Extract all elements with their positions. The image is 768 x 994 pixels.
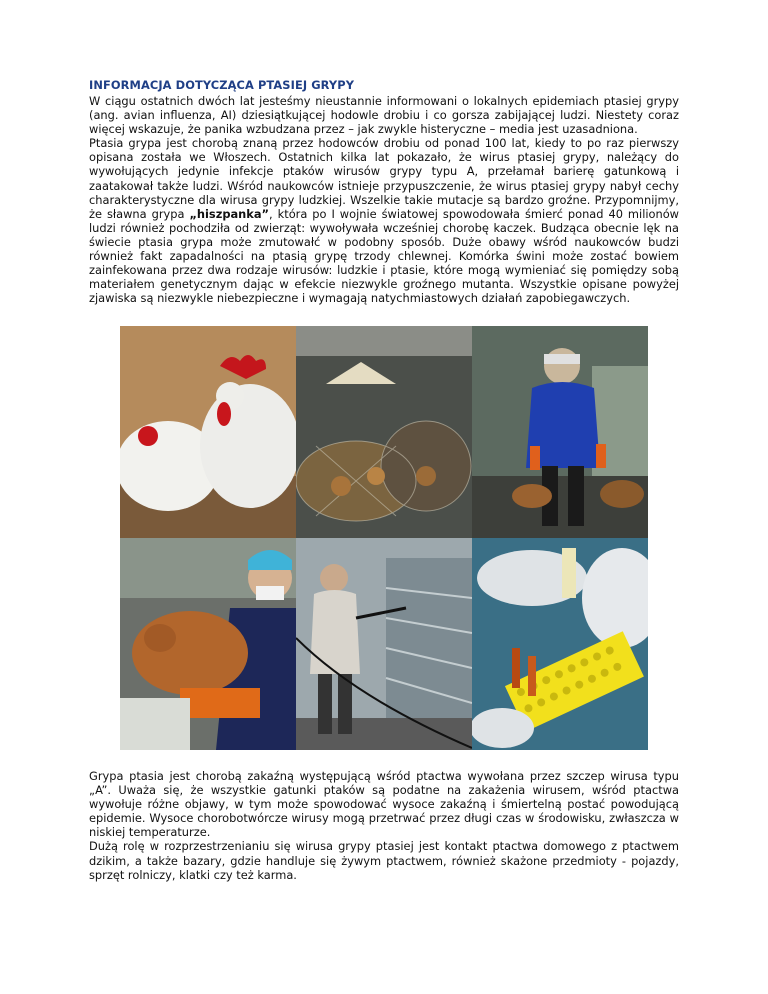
- document-heading: INFORMACJA DOTYCZĄCA PTASIEJ GRYPY: [89, 78, 355, 92]
- paragraph-history-part1: Ptasia grypa jest chorobą znaną przez hodowców drobiu od ponad 100 lat, kiedy to po raz pierwszy opisana została we Włoszech. Ostatnich kilka lat pokazało, że wirus ptasiej grypy, należący do wywołujących jedynie infekcje ptaków wirusów grypy typu A, przełamał barierę gatunkową i zaatakował także ludzi. Wśród naukowców istnieje przypuszczenie, że wirus ptasiej grypy nabył cechy charakterystyczne dla wirusa grypy ludzkiej. Wszelkie takie mutacje są bardzo groźne. Przypomnijmy, że sławna grypa: [89, 136, 679, 221]
- paragraph-history: [89, 136, 679, 305]
- paragraph-definition: Grypa ptasia jest chorobą zakaźną występującą wśród ptactwa wywołana przez szczep wirusa typu „A”. Uważa się, że wszystkie gatunki ptaków są podatne na zakażenia wirusem, wśród ptactwa wywołuje różne objawy, w tym może spowodować wysoce zakaźną i śmiertelną postać powodującą epidemie. Wysoce chorobotwórcze wirusy mogą przetrwać przez długi czas w środowisku, zwłaszcza w niskiej temperaturze.: [89, 769, 679, 840]
- hiszpanka-bold: „hiszpanka”: [189, 206, 270, 221]
- paragraph-history-part2: , która po I wojnie światowej spowodowała śmierć ponad 40 milionów ludzi również pochodziła od zwierząt: wywoływała wcześniej chorobę kaczek. Budząca obecnie lęk na świecie ptasia grypa może zmutowałć w podobny sposób. Duże obawy wśród naukowców budzi również fakt zapadalności na ptasią grypę trzody chlewnej. Komórka świni może zostać bowiem zainfekowana przez dwa rodzaje wirusów: ludzkie i ptasie, które mogą wymieniać się pomiędzy sobą materiałem genetycznym dając w efekcie niezwykle groźnego mutanta. Wszystkie opisane powyżej zjawiska są niezwykle niebezpieczne i wymagają natychmiastowych działań zapobiegawczych.: [89, 206, 679, 306]
- paragraph-spread: Dużą rolę w rozprzestrzenianiu się wirusa grypy ptasiej jest kontakt ptactwa domowego z ptactwem dzikim, a także bazary, gdzie handluje się żywym ptactwem, również skażone przedmioty - pojazdy, sprzęt rolniczy, klatki czy też karma.: [89, 839, 679, 882]
- photo-lab-tests: [472, 538, 648, 750]
- photo-market-cages: [296, 326, 472, 538]
- photo-collage: [120, 326, 648, 750]
- photo-vet-hen: [120, 538, 296, 750]
- photo-chickens: [120, 326, 296, 538]
- photo-worker-blue: [472, 326, 648, 538]
- document-bottom: [89, 769, 679, 882]
- paragraph-intro: W ciągu ostatnich dwóch lat jesteśmy nieustannie informowani o lokalnych epidemiach ptasiej grypy (ang. avian influenza, AI) dziesiątkującej hodowle drobiu i co gorsza zabijającej ludzi. Niestety coraz więcej wskazuje, że panika wzbudzana przez – jak zwykle histeryczne – media jest uzasadniona.: [89, 94, 679, 137]
- document-top: [89, 78, 679, 305]
- photo-disinfection-spray: [296, 538, 472, 750]
